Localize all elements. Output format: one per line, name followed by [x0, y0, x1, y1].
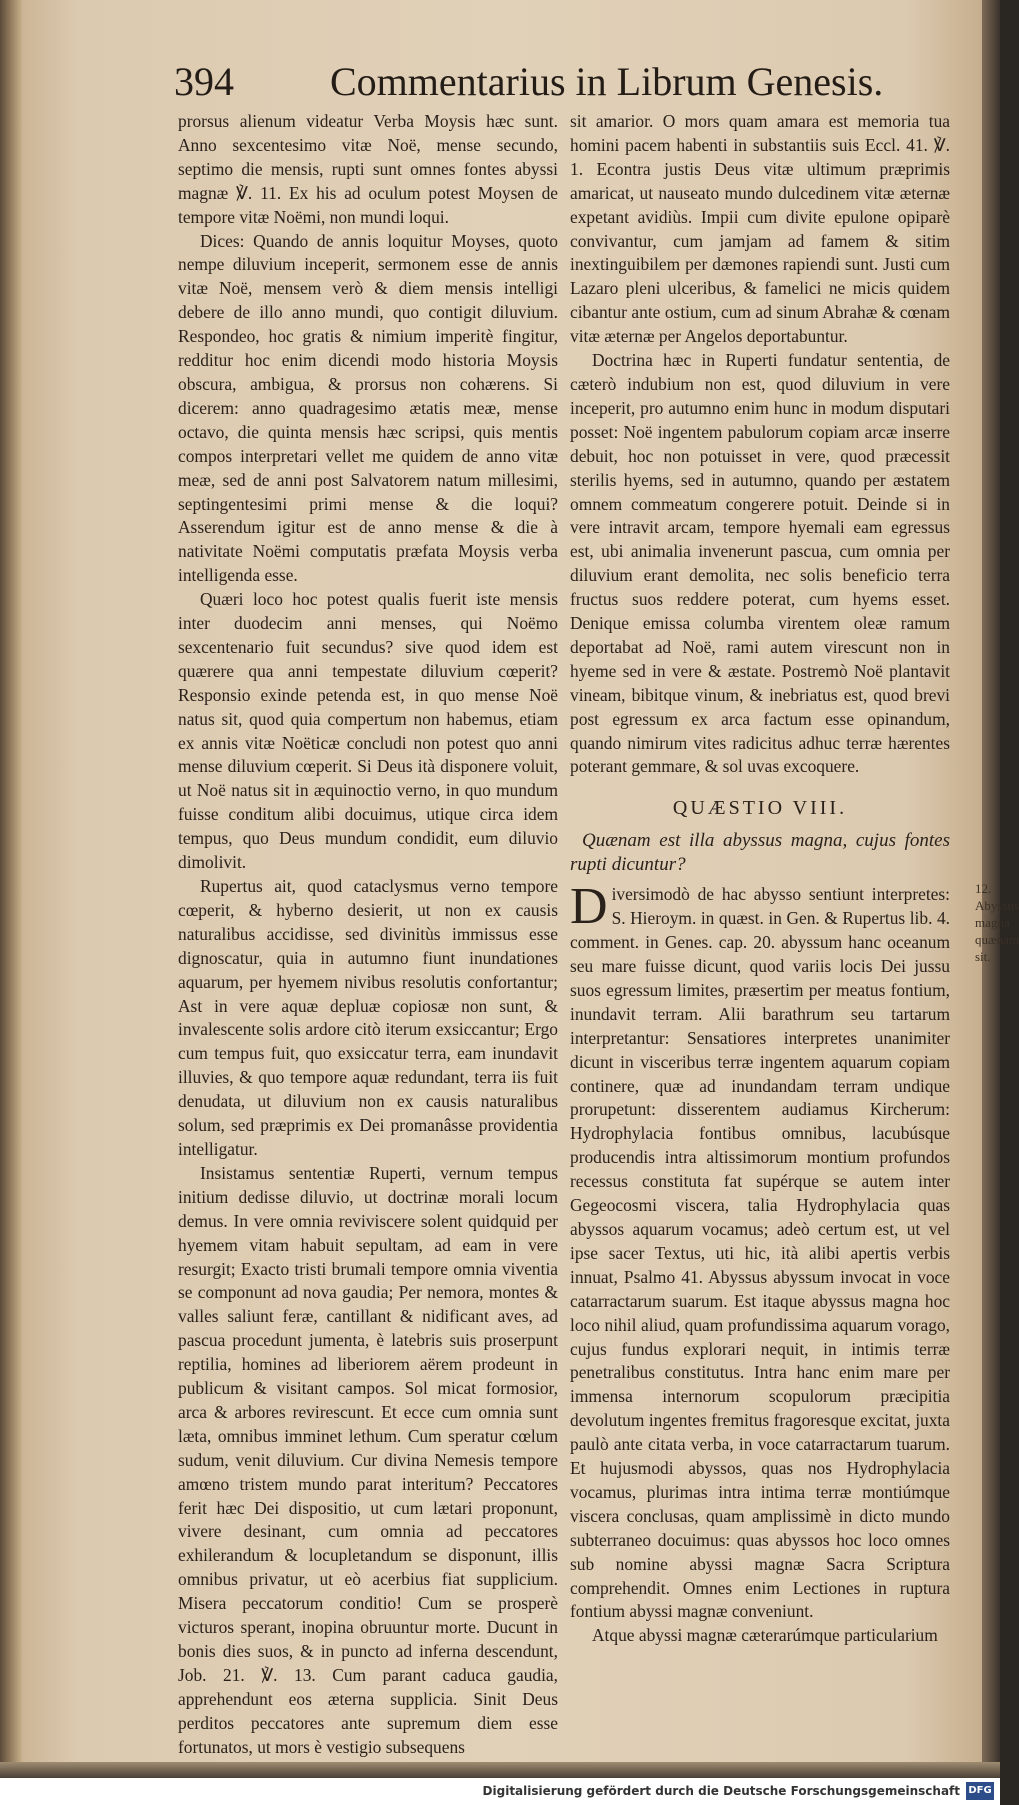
book-bottom-edge [0, 1762, 1000, 1778]
paragraph [570, 878, 950, 1624]
dfg-logo: DFG [966, 1782, 994, 1800]
paragraph: Atque abyssi magnæ cæterarúmque particularium [592, 1625, 938, 1646]
funding-credit: Digitalisierung gefördert durch die Deutsche Forschungsgemeinschaft [482, 1784, 960, 1798]
margin-note: sit. [975, 949, 991, 964]
paragraph: prorsus alienum videatur Verba Moysis hæc sunt. Anno sexcentesimo vitæ Noë, mense secundo, septimo die mensis, rupti sunt omnes fontes abyssi magnæ ℣. 11. Ex his ad oculum potest Moysen de tempore vitæ Noëmi, non mundi loqui. [178, 111, 558, 227]
paragraph: Doctrina hæc in Ruperti fundatur sententia, de cæterò indubium non est, quod diluvium in vere inceperit, pro autumno enim hunc in modum disputari posset: Noë ingentem pabulorum copiam arcæ inserre debuit, hoc non potuisset in vere, quod præcessit sterilis hyems, sed in autumno, quando per æstatem omnem commeatum congerere potuit. Deinde si in vere intravit arcam, tempore hyemali eam egressus est, ubi animalia invenerunt pascua, cum omnia per diluvium erant demolita, nec solis beneficio terra fructus suos reddere poterat, cum hyems esset. Denique emissa columba virentem oleæ ramum deportabat ad Noë, rami autem virescunt non in hyeme sed in vere & æstate. Postremò Noë plantavit vineam, bibitque vinum, & inebriatus est, quod brevi post egressum ex arca factum esse opinandum, quando nimirum vites radicitus adhuc terræ hærentes poterant gemmare, & sol uvas excoquere. [570, 350, 950, 777]
quaestio-title: Quænam est illa abyssus magna, cujus fontes rupti dicuntur? [570, 830, 950, 876]
paragraph: Insistamus sententiæ Ruperti, vernum tempus initium dedisse diluvio, ut doctrinæ morali locum demus. In vere omnia reviviscere solent quidquid per hyemem vitam habuit sepultam, ad eam in vere resurgit; Exacto tristi brumali tempore omnia viventia se componunt ad nova gaudia; Per nemora, montes & valles saliunt feræ, cantillant & nidificant aves, ad pascua procedunt jumenta, è latebris suis proserpunt reptilia, homines ad liberiorem aërem prodeunt in publicum & visitant campos. Sol micat formosior, arca & arbores revirescunt. Et ecce cum omnia sunt læta, omnibus imminet lethum. Cum speratur cœlum sudum, venit diluvium. Cur divina Nemesis tempore amœno tristem mundo parat interitum? Peccatores ferit hæc Dei dispositio, ut cum lætari proponunt, vivere desinant, cum omnia ad peccatores exhilerandum & locupletandum se disponunt, illis omnibus privatur, ut eò acerbius fiat supplicium. Misera peccatorum conditio! Cum se prosperè victuros sperant, inopina obruuntur morte. Ducunt in bonis dies suos, & in puncto ad inferna descendunt, Job. 21. ℣. 13. Cum parant caduca gaudia, apprehendunt eos æterna supplicia. Sinit Deus perditos peccatores ante supremum diem esse fortunatos, ut mors è vestigio subsequens [178, 1162, 558, 1757]
margin-note: quænam [975, 932, 1019, 947]
paragraph-text: iversimodò de hac abysso sentiunt interpretes: S. Hieroym. in quæst. in Gen. & Rupertus lib. 4. comment. in Genes. cap. 20. abyssum hanc oceanum seu mare fuisse dicunt, quod variis locis Dei jussu suos egressum limites, præsertim per meatus fontium, inundavit terram. Alii barathrum seu tartarum interpretantur: Sensatiores interpretes unanimiter dicunt in visceribus terræ ingentem aquarum copiam continere, quæ ad inundandam terram undique prorupetunt: disserentem audiamus Kircherum: Hydrophylacia fontibus omnibus, lacubúsque producendis intra altissimorum montium profundos recessus constituta fat supérque se autem inter Gegeocosmi viscera, talia Hydrophylacia quas abyssos aquarum vocamus; adeò certum est, ut vel ipse sacer Textus, uti hic, ità alibi apertis verbis innuat, Psalmo 41. Abyssus abyssum invocat in voce catarractarum suarum. Est itaque abyssus magna hoc loco nihil aliud, quam profundissima aquarum vorago, cujus fundus explorari nequit, in intimis terræ penetralibus constitutus. Intra hanc enim mare per immensa internorum scopulorum præcipitia devolutum ingentes fremitus fragoresque excitat, juxta paulò ante citata verba, in voce catarractarum tuarum. Et hujusmodi abyssos, quas nos Hydrophylacia vocamus, plurimas intra intima terræ montiúmque viscera conclusas, quam amplissimè in dicto mundo subterraneo docuimus: quas abyssos hoc loco omnes sub nomine abyssi magnæ Sacra Scriptura comprehendit. Omnes enim Lectiones in ruptura fontium abyssi magnæ conveniunt. [570, 884, 950, 1622]
dropcap: D [570, 878, 608, 936]
book-binding-edge [0, 0, 22, 1805]
quaestio-heading: QUÆSTIO VIII. [672, 797, 848, 820]
margin-note: Abyssus [975, 898, 1019, 913]
footer-bar [0, 1778, 1000, 1805]
running-title: Commentarius in Librum Genesis. [330, 59, 884, 104]
margin-note: magna [975, 915, 1010, 930]
right-column [570, 110, 950, 1648]
margin-note: 12. [975, 881, 992, 896]
left-column [178, 110, 558, 1760]
paragraph: Dices: Quando de annis loquitur Moyses, quoto nempe diluvium inceperit, sermonem esse de annis vitæ Noë, mensem verò & diem mensis intelligi debere de illo anno mundi, quo contigit diluvium. Respondeo, hoc gratis & nimium imperitè fingitur, redditur hoc enim dicendi modo historia Moysis obscura, ambigua, & prorsus non cohærens. Si dicerem: anno quadragesimo ætatis meæ, mense octavo, die quinta mensis hæc scripsi, quis mentis compos interpretari vellet me quidem de anno vitæ meæ, sed de anni post Salvatorem natum millesimi, septingentesimi primi mense & die loqui? Asserendum igitur est de anno mense & die à nativitate Noëmi computatis præfata Moysis verba intelligenda esse. [178, 230, 558, 586]
page-number: 394 [174, 59, 234, 104]
paragraph: Quæri loco hoc potest qualis fuerit iste mensis inter duodecim anni menses, qui Noëmo sexcentenario fuit secundus? sive quod idem est quærere qua anni tempestate diluvium cœperit? Responsio exinde petenda est, in quo mense Noë natus sit, quod quia compertum non habemus, etiam ex annis vitæ Noëticæ concludi non potest quo anni mense diluvium cœperit. Si Deus ità disponere voluit, ut Noë natus sit in æquinoctio verno, in quo mundum fuisse conditum alibi docuimus, utique circa idem tempus, quo Deus mundum condidit, eum diluvio dimolivit. [178, 589, 558, 873]
margin-notes [975, 880, 1019, 965]
paragraph: sit amarior. O mors quam amara est memoria tua homini pacem habenti in substantiis suis Eccl. 41. ℣. 1. Econtra justis Deus vitæ ultimum præprimis amaricat, ut nauseato mundo dulcedinem vitæ æternæ expetant avidiùs. Impii cum divite epulone opiparè convivantur, cum jamjam ad famem & sitim inextinguibilem per dæmones rapiendi sunt. Justi cum Lazaro pleni ulceribus, & famelici ne micis quidem cibantur ante ostium, cum ad sinum Abrahæ & cœnam vitæ æternæ per Angelos deportabuntur. [570, 111, 950, 347]
page-header [170, 58, 970, 108]
paragraph: Rupertus ait, quod cataclysmus verno tempore cœperit, & hyberno desierit, ut non ex causis naturalibus accidisse, sed divinitùs immissus esse dignoscatur, quia in autumno fiunt inundationes aquarum, per hyemem nivibus resolutis confortantur; Ast in vere aquæ depluæ copiosæ non sunt, & invalescente solis ardore citò iterum exsiccantur; Ergo cum tempus fuit, quo exsiccatur terra, eam inundavit illuvies, & quo tempore aquæ redundant, terra iis fuit denudata, ut diluvium non ex causis naturalibus solum, sed præprimis ex Dei promanâsse providentia intelligatur. [178, 876, 558, 1159]
